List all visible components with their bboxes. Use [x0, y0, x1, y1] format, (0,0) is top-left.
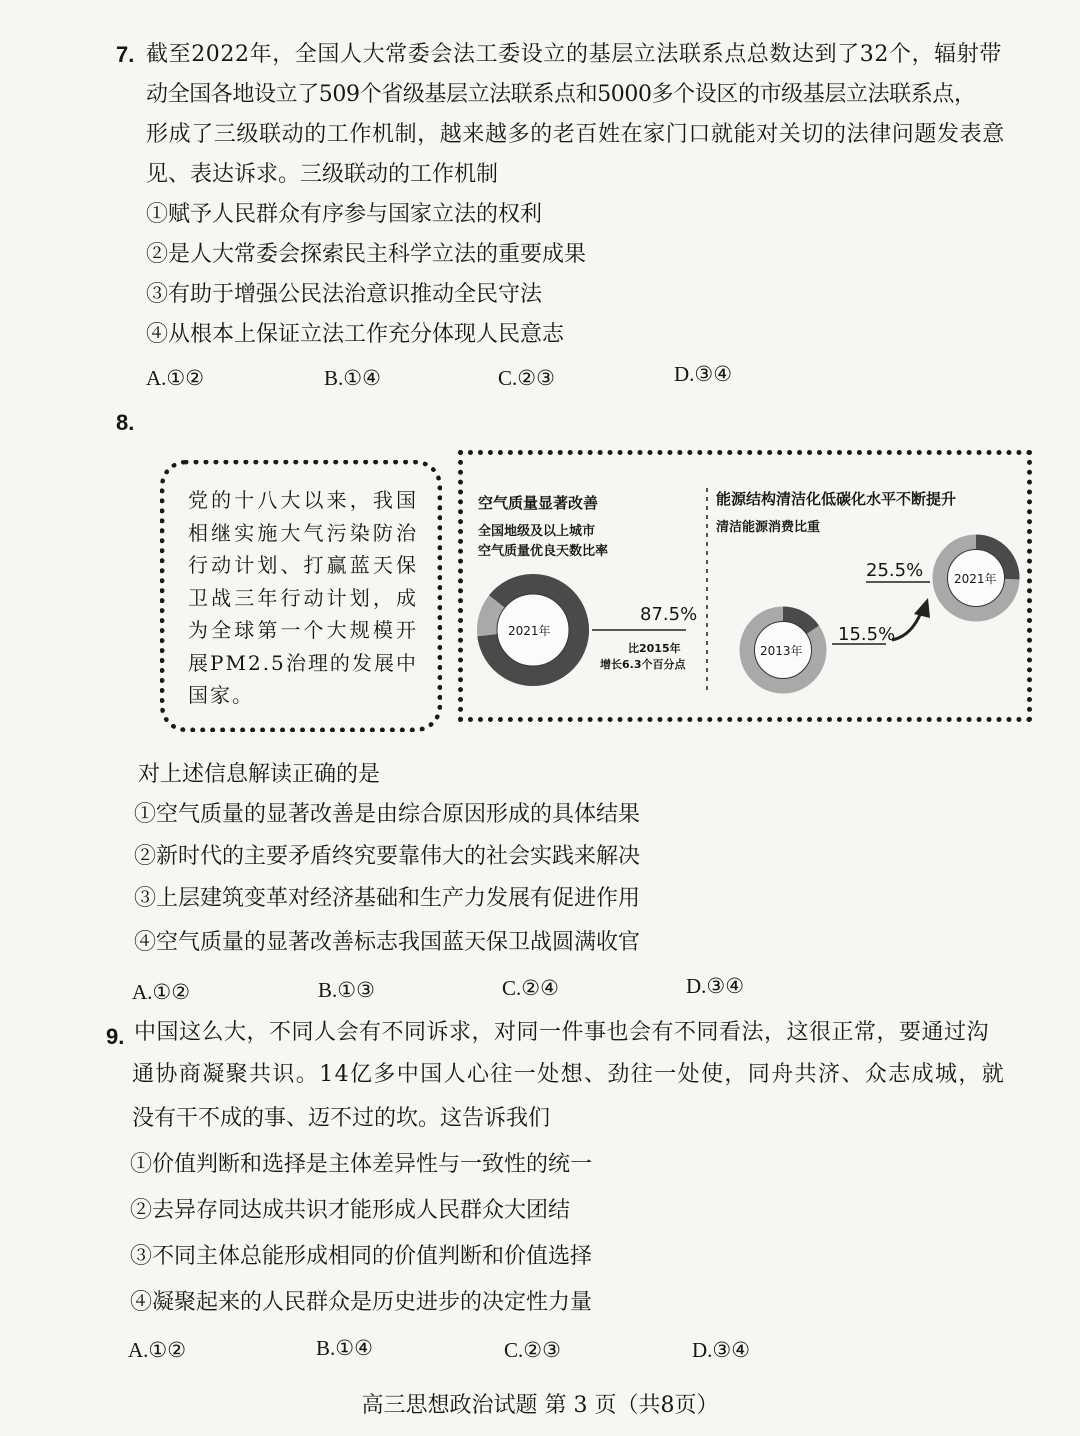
energy-subtitle: 清洁能源消费比重 — [716, 520, 821, 535]
question-number: 8. — [116, 410, 135, 435]
answer-option-a[interactable]: A.①② — [128, 1338, 187, 1362]
question-text-line: 见、表达诉求。三级联动的工作机制 — [146, 162, 499, 187]
question-text-line: 中国这么大，不同人会有不同诉求，对同一件事也会有不同看法，这很正常，要通过沟 — [134, 1020, 990, 1045]
answer-option-a[interactable]: A.①② — [146, 366, 205, 390]
air-quality-subtitle: 全国地级及以上城市 — [478, 524, 596, 539]
statement: ①赋予人民群众有序参与国家立法的权利 — [146, 202, 543, 227]
question-text-line: 没有干不成的事、迈不过的坎。这告诉我们 — [132, 1106, 551, 1131]
statement: ②新时代的主要矛盾终究要靠伟大的社会实践来解决 — [134, 844, 641, 869]
answer-option-c[interactable]: C.②③ — [504, 1338, 561, 1362]
arrow-head-icon — [914, 598, 930, 618]
energy-value-2021: 25.5% — [866, 560, 924, 581]
question-prompt: 对上述信息解读正确的是 — [138, 762, 381, 787]
statement: ②是人大常委会探索民主科学立法的重要成果 — [146, 242, 587, 267]
answer-option-d[interactable]: D.③④ — [692, 1338, 751, 1362]
statement: ①空气质量的显著改善是由综合原因形成的具体结果 — [134, 802, 641, 827]
energy-value-2013: 15.5% — [838, 624, 896, 645]
answer-option-b[interactable]: B.①④ — [316, 1336, 373, 1360]
air-quality-note: 比2015年 — [628, 642, 681, 655]
air-quality-title: 空气质量显著改善 — [478, 494, 599, 512]
donut-label-year: 2021年 — [508, 624, 551, 638]
question-text-line: 形成了三级联动的工作机制，越来越多的老百姓在家门口就能对关切的法律问题发表意 — [146, 122, 1005, 147]
statement: ①价值判断和选择是主体差异性与一致性的统一 — [130, 1152, 593, 1177]
air-quality-value: 87.5% — [640, 604, 698, 625]
question-number: 7. — [116, 42, 135, 67]
donut-label-year: 2021年 — [954, 572, 997, 586]
statement: ④凝聚起来的人民群众是历史进步的决定性力量 — [130, 1290, 593, 1315]
question-text-line: 动全国各地设立了509个省级基层立法联系点和5000多个设区的市级基层立法联系点， — [146, 82, 976, 107]
question-number: 9. — [106, 1024, 125, 1049]
donut-label-year: 2013年 — [760, 644, 803, 658]
page-footer: 高三思想政治试题 第 3 页（共8页） — [361, 1393, 719, 1418]
question-text-line: 截至2022年，全国人大常委会法工委设立的基层立法联系点总数达到了32个，辐射带 — [146, 42, 1002, 67]
answer-option-c[interactable]: C.②④ — [502, 976, 559, 1000]
statement: ③上层建筑变革对经济基础和生产力发展有促进作用 — [134, 886, 641, 911]
answer-option-c[interactable]: C.②③ — [498, 366, 555, 390]
statement: ④从根本上保证立法工作充分体现人民意志 — [146, 322, 565, 347]
statement: ③有助于增强公民法治意识推动全民守法 — [146, 282, 543, 307]
statement: ③不同主体总能形成相同的价值判断和价值选择 — [130, 1244, 593, 1269]
question-text-line: 通协商凝聚共识。14亿多中国人心往一处想、劲往一处使，同舟共济、众志成城，就 — [132, 1062, 1006, 1087]
answer-option-d[interactable]: D.③④ — [686, 974, 745, 998]
statement: ②去异存同达成共识才能形成人民群众大团结 — [130, 1198, 571, 1223]
energy-title: 能源结构清洁化低碳化水平不断提升 — [716, 490, 957, 508]
info-box-text: 党的十八大以来，我国相继实施大气污染防治行动计划、打赢蓝天保卫战三年行动计划，成为全球第一个大规模开展PM2.5治理的发展中国家。 — [188, 488, 418, 707]
air-quality-subtitle: 空气质量优良天数比率 — [478, 544, 609, 559]
answer-option-b[interactable]: B.①④ — [324, 366, 381, 390]
answer-option-b[interactable]: B.①③ — [318, 978, 375, 1002]
answer-option-d[interactable]: D.③④ — [674, 362, 733, 386]
statement: ④空气质量的显著改善标志我国蓝天保卫战圆满收官 — [134, 930, 641, 955]
answer-option-a[interactable]: A.①② — [132, 980, 191, 1004]
air-quality-note: 增长6.3个百分点 — [600, 658, 686, 671]
